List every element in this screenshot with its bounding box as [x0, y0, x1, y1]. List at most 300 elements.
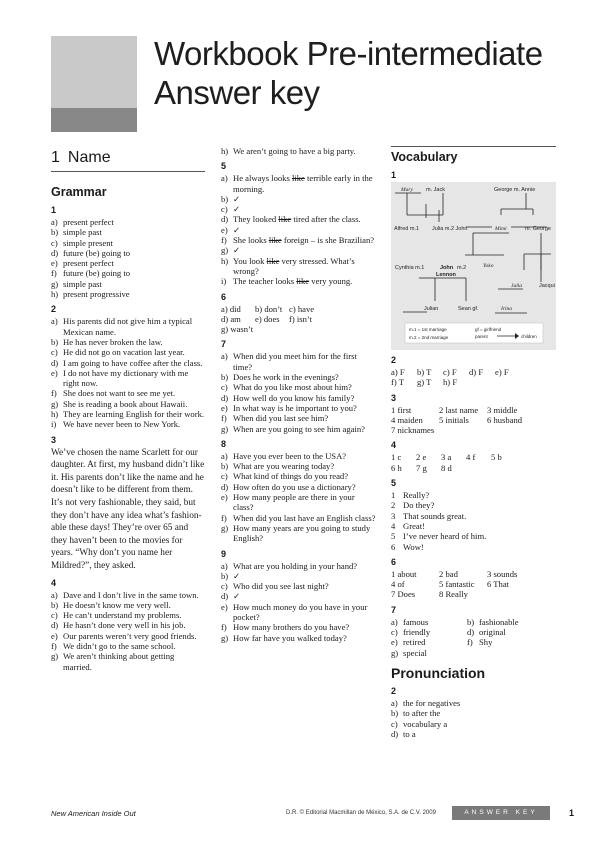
- list-item: [391, 500, 556, 510]
- item-text: How well do you know his family?: [233, 392, 355, 403]
- item-text: to a: [403, 728, 416, 739]
- item-text: retired: [403, 637, 426, 648]
- grammar-ex4-list: [51, 590, 205, 672]
- tree-julian: Julian: [424, 306, 439, 312]
- answer-label: 6: [487, 414, 492, 425]
- item-letter: e): [221, 601, 228, 612]
- answer-value: e: [422, 452, 427, 463]
- item-letter: b): [51, 336, 59, 347]
- answer-row: [391, 463, 556, 473]
- answer-label: 2: [439, 568, 444, 579]
- item-text: We aren’t thinking about getting married.: [63, 651, 175, 672]
- list-item: [221, 413, 376, 423]
- vocab-ex5-list: [391, 490, 556, 552]
- list-item: [221, 214, 376, 224]
- tree-john: John: [440, 265, 454, 271]
- list-item: [221, 591, 376, 601]
- item-letter: b): [51, 227, 59, 238]
- answer-value: T: [426, 367, 432, 377]
- answer-cell: [487, 415, 535, 425]
- list-item: [51, 409, 205, 419]
- tree-alfred: Alfred m.1: [394, 226, 420, 232]
- vocabulary-heading: Vocabulary: [391, 146, 556, 165]
- answer-value: T: [398, 377, 404, 388]
- grid-item: [467, 637, 547, 647]
- item-letter: d): [221, 392, 229, 403]
- item-text: How often do you use a dictionary?: [233, 481, 356, 492]
- item-text: He has never broken the law.: [63, 336, 163, 347]
- answer-label: 5: [491, 452, 496, 463]
- answer-value: maiden: [397, 414, 423, 425]
- item-letter: a): [391, 697, 398, 708]
- list-item: [221, 571, 376, 581]
- answer-value: b: [497, 452, 502, 463]
- answer-value: sounds: [493, 568, 518, 579]
- list-item: [221, 622, 376, 632]
- column-1: [51, 146, 205, 672]
- answer-cell: [487, 569, 535, 579]
- list-item: [51, 316, 205, 337]
- item-text: I do not have my dictionary with me right now.: [63, 367, 189, 389]
- list-item: [51, 227, 205, 237]
- item-text: What kind of things do you read?: [233, 471, 349, 482]
- list-item: [221, 403, 376, 413]
- footer-copyright: D.R. © Editorial Macmillan de México, S.A. de C.V. 2009: [286, 810, 436, 816]
- answer-value: does: [263, 313, 280, 324]
- item-text: Who did you see last night?: [233, 581, 329, 592]
- answer-cell: [466, 452, 491, 462]
- item-text: [233, 204, 376, 214]
- list-item: [221, 461, 376, 471]
- list-item: [221, 146, 376, 156]
- list-item: [221, 382, 376, 392]
- grid-item: [467, 617, 547, 627]
- item-letter: g): [51, 398, 59, 409]
- page-title: [154, 34, 543, 112]
- item-text: How far have you walked today?: [233, 632, 347, 643]
- item-letter: g): [51, 278, 59, 289]
- item-text: We didn’t go to the same school.: [63, 641, 176, 652]
- answer-cell: [441, 463, 466, 473]
- item-letter: b): [221, 461, 229, 472]
- answer-cell: [441, 452, 466, 462]
- item-letter: g): [221, 522, 229, 533]
- grid-item: [391, 617, 467, 627]
- answer-label: 4: [391, 579, 396, 590]
- footer-answer-key-label: ANSWER KEY: [452, 806, 550, 820]
- item-text: How many brothers do you have?: [233, 622, 350, 633]
- item-text: famous: [403, 616, 429, 627]
- list-item: [221, 351, 376, 372]
- answer-value: first: [397, 404, 412, 415]
- item-letter: g): [221, 423, 229, 434]
- exercise-number: 3: [391, 392, 397, 403]
- item-letter: a): [221, 351, 228, 362]
- answer-cell: [439, 569, 487, 579]
- title-line-1: Workbook Pre-intermediate: [154, 35, 543, 72]
- list-item: [51, 289, 205, 299]
- answer-cell: [391, 463, 416, 473]
- answer-row: [391, 405, 556, 415]
- answer-label: 3: [487, 404, 492, 415]
- list-item: [51, 620, 205, 630]
- answer-label: b): [417, 367, 425, 377]
- item-text: We aren’t going to have a big party.: [233, 146, 356, 156]
- answer-value: F: [399, 367, 405, 377]
- answer-label: 4: [391, 414, 396, 425]
- item-letter: b): [221, 193, 229, 204]
- list-item: [221, 523, 376, 544]
- item-letter: a): [51, 217, 58, 227]
- answer-value: g: [422, 462, 427, 473]
- item-text: I am going to have coffee after the class.: [63, 357, 203, 368]
- item-letter: e): [51, 367, 58, 378]
- answer-label: 2: [439, 404, 444, 415]
- grid-item: [467, 627, 547, 637]
- tree-m-jack: m. Jack: [426, 187, 445, 193]
- answer-label: g): [221, 324, 229, 335]
- list-item: [51, 368, 205, 389]
- vocab-ex3-rows: [391, 405, 556, 436]
- item-letter: b): [467, 616, 475, 627]
- answer-cell: [289, 304, 323, 314]
- answer-label: 7: [391, 589, 396, 600]
- vocab-ex2-rows: [391, 367, 556, 388]
- struck-word: like: [296, 276, 310, 287]
- item-letter: c): [221, 581, 228, 592]
- item-letter: a): [51, 589, 58, 600]
- unit-name: Name: [67, 149, 111, 166]
- answer-value: did: [229, 303, 241, 314]
- list-item: [51, 347, 205, 357]
- answer-value: d: [447, 462, 452, 473]
- exercise-number: 2: [391, 685, 397, 696]
- answer-row: [221, 314, 376, 324]
- answer-label: d): [469, 367, 477, 377]
- answer-label: 1: [391, 568, 396, 579]
- item-text: When did you meet him for the first time?: [233, 351, 357, 372]
- item-text: [233, 276, 376, 286]
- tree-irina: Irina: [501, 306, 512, 312]
- item-letter: h): [51, 289, 59, 300]
- list-item: [221, 492, 376, 513]
- answer-cell: [391, 377, 417, 387]
- list-item: [51, 610, 205, 620]
- item-letter: f): [221, 512, 227, 523]
- list-item: [51, 248, 205, 258]
- item-text: the for negatives: [403, 697, 461, 708]
- list-item: [391, 542, 556, 552]
- title-line-2: Answer key: [154, 74, 320, 111]
- item-letter: a): [221, 450, 228, 461]
- item-letter: c): [221, 204, 228, 215]
- item-text: His parents did not give him a typical Mexican name.: [63, 316, 193, 337]
- item-text: vocabulary a: [403, 718, 448, 729]
- item-text: When did you last see him?: [233, 413, 329, 424]
- list-item: [221, 602, 376, 623]
- list-item: [221, 393, 376, 403]
- item-letter: h): [221, 255, 229, 266]
- answer-cell: [417, 367, 443, 377]
- item-letter: f): [467, 637, 473, 648]
- item-letter: e): [51, 630, 58, 641]
- answer-row: [391, 452, 556, 462]
- answer-label: a): [221, 303, 228, 314]
- unit-number: 1: [51, 149, 60, 166]
- item-letter: e): [221, 224, 228, 235]
- column-3: [391, 146, 556, 739]
- item-letter: f): [51, 641, 57, 652]
- list-item: [391, 490, 556, 500]
- item-letter: e): [221, 402, 228, 413]
- answer-label: c): [443, 367, 450, 377]
- list-item: [391, 531, 556, 541]
- exercise-number: 4: [51, 577, 57, 588]
- exercise-number: 7: [391, 604, 397, 615]
- answer-label: 6: [487, 579, 492, 590]
- item-letter: e): [391, 637, 398, 648]
- answer-value: am: [230, 313, 241, 324]
- list-item: [221, 581, 376, 591]
- answer-cell: [495, 367, 521, 377]
- item-text-pre: The teacher looks: [233, 276, 297, 287]
- item-letter: c): [221, 471, 228, 482]
- item-letter: d): [467, 627, 475, 638]
- answer-row: [391, 367, 556, 377]
- answer-value: wasn’t: [230, 324, 254, 335]
- answer-label: 5: [439, 579, 444, 590]
- list-item: [221, 482, 376, 492]
- struck-word: like: [268, 235, 282, 246]
- answer-cell: [391, 405, 439, 415]
- item-text: Really?: [403, 490, 430, 501]
- item-text: [233, 194, 376, 204]
- item-text: Does he work in the evenings?: [233, 372, 339, 383]
- struck-word: like: [266, 255, 280, 266]
- answer-cell: [439, 579, 487, 589]
- item-letter: i): [221, 276, 227, 287]
- item-letter: d): [221, 481, 229, 492]
- answer-value: F: [451, 367, 457, 377]
- tree-key-gf: gf = girlfriend: [475, 327, 502, 332]
- tree-key-m1: m.1 = 1st marriage: [409, 327, 447, 332]
- list-item: [221, 513, 376, 523]
- answer-label: 1: [391, 404, 396, 415]
- vocab-ex6-rows: [391, 569, 556, 600]
- tree-cynthia: Cynthia m.1: [395, 265, 425, 271]
- item-letter: f): [51, 388, 57, 399]
- item-letter: e): [221, 492, 228, 503]
- item-letter: 4: [391, 520, 396, 531]
- tree-mary: Mary: [401, 187, 413, 193]
- tree-sean-gf: Sean gf.: [458, 306, 479, 312]
- answer-cell: [391, 589, 439, 599]
- item-letter: c): [51, 347, 58, 358]
- list-item: [221, 276, 376, 286]
- list-item: [221, 561, 376, 571]
- grammar-ex7-list: [221, 351, 376, 433]
- answer-label: 3: [487, 568, 492, 579]
- answer-row: [221, 304, 376, 314]
- answer-label: b): [255, 303, 263, 314]
- item-letter: c): [221, 382, 228, 393]
- item-text: present perfect: [63, 217, 114, 227]
- list-item: [51, 268, 205, 278]
- answer-cell: [391, 425, 439, 435]
- list-item: [391, 521, 556, 531]
- item-letter: b): [391, 708, 399, 719]
- item-text: How many people are there in your class?: [233, 492, 355, 513]
- answer-cell: [416, 463, 441, 473]
- list-item: [221, 471, 376, 481]
- answer-value: of: [397, 579, 405, 590]
- item-text: future (be) going to: [63, 268, 131, 279]
- item-text: Shy: [479, 637, 493, 648]
- answer-value: T: [426, 377, 432, 388]
- item-text: special: [403, 647, 427, 658]
- item-text: When are you going to see him again?: [233, 423, 365, 434]
- answer-row: [391, 377, 556, 387]
- list-item: [51, 388, 205, 398]
- item-letter: f): [221, 413, 227, 424]
- list-item: [51, 258, 205, 268]
- item-text: He doesn’t know me very well.: [63, 599, 171, 610]
- answer-label: 5: [439, 414, 444, 425]
- tree-george-annie: George m. Annie: [494, 187, 536, 193]
- list-item: [221, 235, 376, 245]
- item-letter: f): [51, 268, 57, 279]
- item-text: Our parents weren’t very good friends.: [63, 630, 197, 641]
- answer-value: c: [397, 452, 402, 463]
- grid-item: [391, 648, 467, 658]
- item-text: When did you last have an English class?: [233, 512, 376, 523]
- answer-label: 2: [416, 452, 421, 463]
- item-text: What are you wearing today?: [233, 461, 335, 472]
- item-text: How much money do you have in your pocket?: [233, 601, 368, 622]
- pronunciation-ex2-list: [391, 698, 556, 739]
- answer-row: [391, 415, 556, 425]
- item-text: fashionable: [479, 616, 519, 627]
- grammar-ex5-list: [221, 173, 376, 286]
- answer-cell: [221, 324, 255, 334]
- answer-value: last name: [445, 404, 479, 415]
- item-text-pre: He always looks: [233, 173, 292, 184]
- answer-value: fantastic: [445, 579, 475, 590]
- item-text-pre: ✓: [233, 193, 241, 204]
- item-text: They are learning English for their work.: [63, 409, 205, 420]
- item-text-pre: ✓: [233, 224, 241, 235]
- item-text: We have never been to New York.: [63, 419, 181, 430]
- answer-row: [221, 324, 376, 334]
- tree-yoko: Yoko: [483, 263, 494, 269]
- item-text: [233, 225, 376, 235]
- exercise-number: 6: [391, 556, 397, 567]
- exercise-number: 2: [51, 304, 57, 315]
- footer: [0, 806, 595, 822]
- item-text-pre: You look: [233, 255, 267, 266]
- list-item: [391, 698, 556, 708]
- answer-value: initials: [445, 414, 469, 425]
- list-item: [51, 590, 205, 600]
- exercise-number: 7: [221, 339, 227, 350]
- item-text: He hasn’t done very well in his job.: [63, 620, 186, 631]
- item-text: I’ve never heard of him.: [403, 531, 487, 542]
- item-letter: i): [51, 419, 57, 430]
- answer-value: have: [297, 303, 315, 314]
- list-item: [51, 358, 205, 368]
- list-item: [221, 256, 376, 277]
- list-item: [51, 399, 205, 409]
- item-letter: a): [51, 316, 58, 327]
- exercise-number: 6: [221, 291, 227, 302]
- answer-value: h: [397, 462, 402, 473]
- list-item: [51, 238, 205, 248]
- grammar-ex6-rows: [221, 304, 376, 335]
- item-letter: e): [51, 258, 58, 269]
- item-letter: d): [51, 357, 59, 368]
- answer-label: h): [443, 377, 451, 388]
- answer-value: don’t: [264, 303, 283, 314]
- answer-label: 1: [391, 452, 396, 463]
- struck-word: like: [291, 173, 305, 184]
- answer-cell: [391, 569, 439, 579]
- item-letter: d): [391, 728, 399, 739]
- item-text: Wow!: [403, 541, 424, 552]
- list-item: [51, 631, 205, 641]
- item-text: simple present: [63, 237, 113, 248]
- decorative-gray-block: [51, 36, 137, 108]
- item-letter: a): [221, 173, 228, 184]
- exercise-number: 5: [221, 161, 227, 172]
- footer-book-title: New American Inside Out: [51, 809, 136, 818]
- grammar-ex8-list: [221, 451, 376, 544]
- item-text: ✓: [233, 570, 241, 581]
- item-text: original: [479, 627, 506, 638]
- answer-value: husband: [493, 414, 523, 425]
- list-item: [51, 419, 205, 429]
- list-item: [51, 641, 205, 651]
- item-text-pre: She looks: [233, 235, 269, 246]
- answer-cell: [487, 579, 535, 589]
- grammar-ex3-paragraph: We’ve chosen the name Scarlett for our daughter. At first, my husband didn’t like it. His parents don’t like the name and he doesn’t like to be different from them. It’s not very fashionable, they said, but they don’t have any idea what’s fashion-able these days! They’re over 65 and they haven’t been to the movies for years. “Why don’t you name her Mildred?”, they asked.: [51, 447, 205, 571]
- list-item: [221, 451, 376, 461]
- item-letter: d): [51, 247, 59, 258]
- item-letter: c): [51, 610, 58, 621]
- item-text: She does not want to see me yet.: [63, 388, 176, 399]
- answer-value: bad: [445, 568, 458, 579]
- struck-word: like: [278, 214, 292, 225]
- tree-key-parent: parent: [475, 334, 488, 339]
- decorative-dark-block: [51, 108, 137, 132]
- item-letter: c): [391, 627, 398, 638]
- answer-row: [391, 579, 556, 589]
- item-letter: g): [221, 245, 229, 256]
- answer-label: c): [289, 303, 296, 314]
- list-item: [221, 194, 376, 204]
- item-letter: 3: [391, 510, 396, 521]
- answer-label: g): [417, 377, 425, 388]
- item-text-pre: ✓: [233, 245, 241, 256]
- answer-value: middle: [493, 404, 518, 415]
- item-text: Do they?: [403, 500, 435, 511]
- item-letter: g): [221, 632, 229, 643]
- answer-cell: [439, 405, 487, 415]
- answer-cell: [417, 377, 443, 387]
- exercise-number: 3: [51, 434, 57, 445]
- item-text: Have you ever been to the USA?: [233, 450, 347, 461]
- answer-cell: [491, 452, 516, 462]
- item-letter: 1: [391, 490, 396, 501]
